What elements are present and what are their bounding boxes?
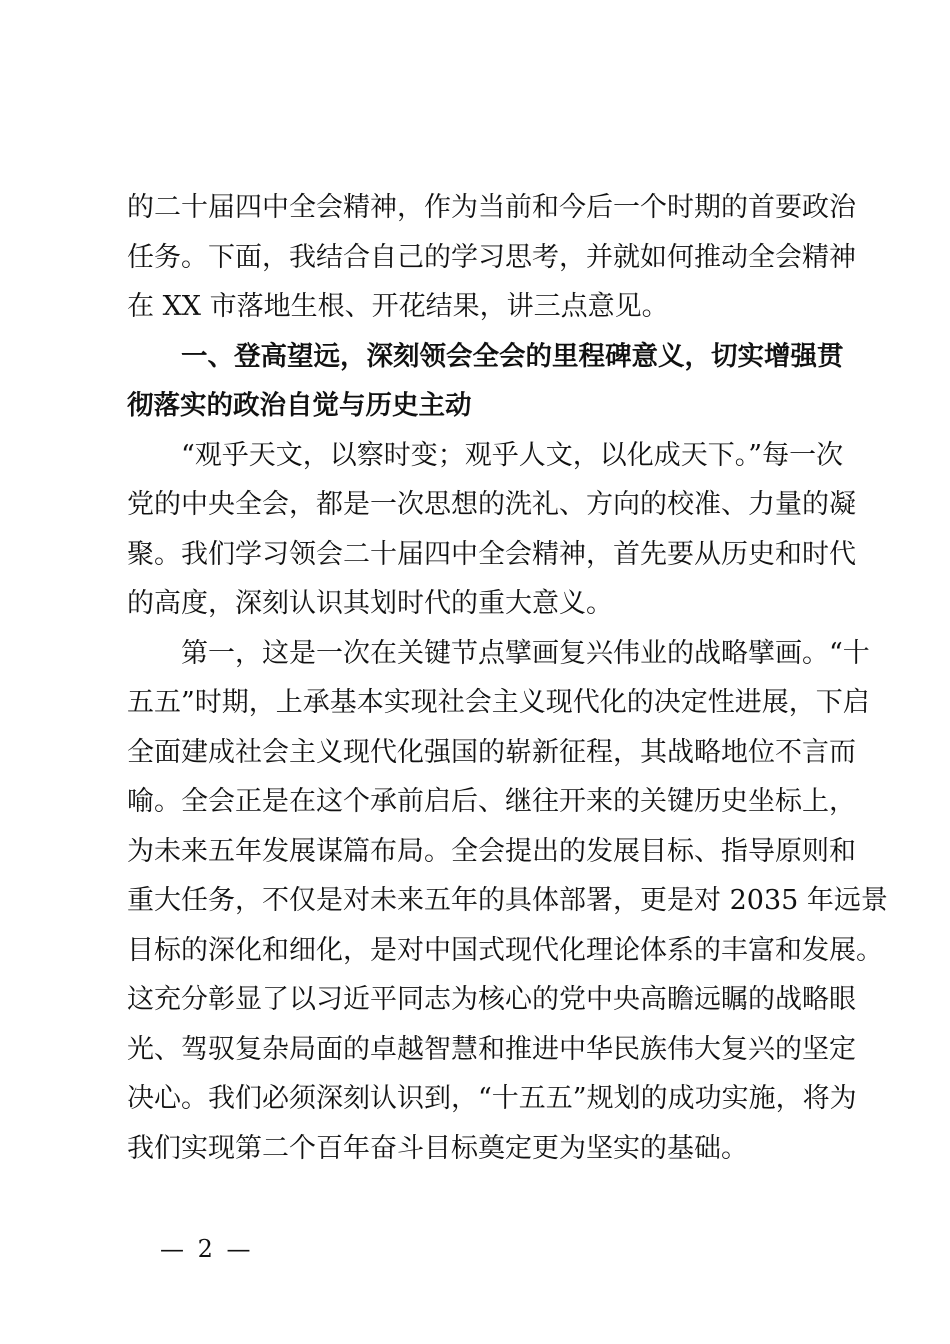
text-line: 喻。全会正是在这个承前启后、继往开来的关键历史坐标上，: [127, 786, 856, 817]
heading-line: 彻落实的政治自觉与历史主动: [127, 390, 472, 421]
document-body: [127, 183, 888, 1173]
paragraph-first-point: [127, 629, 888, 1174]
paragraph-intro: [127, 183, 856, 332]
text-line: 党的中央全会，都是一次思想的洗礼、方向的校准、力量的凝: [127, 489, 856, 520]
text-line: 聚。我们学习领会二十届四中全会精神，首先要从历史和时代: [127, 538, 856, 570]
section-heading-1: [127, 332, 844, 431]
text-line: 五五”时期，上承基本实现社会主义现代化的决定性进展，下启: [127, 687, 870, 718]
text-line: 光、驾驭复杂局面的卓越智慧和推进中华民族伟大复兴的坚定: [127, 1033, 856, 1065]
text-line: 第一，这是一次在关键节点擘画复兴伟业的战略擘画。“十: [181, 637, 870, 669]
text-line: 任务。下面，我结合自己的学习思考，并就如何推动全会精神: [127, 241, 856, 273]
text-line: 这充分彰显了以习近平同志为核心的党中央高瞻远瞩的战略眼: [127, 984, 856, 1015]
heading-line: 一、登高望远，深刻领会全会的里程碑意义，切实增强贯: [181, 340, 844, 372]
text-line: 的二十届四中全会精神，作为当前和今后一个时期的首要政治: [127, 192, 856, 223]
text-line: 的高度，深刻认识其划时代的重大意义。: [127, 588, 613, 619]
text-line: 目标的深化和细化，是对中国式现代化理论体系的丰富和发展。: [127, 934, 883, 966]
text-line: 重大任务，不仅是对未来五年的具体部署，更是对 2035 年远景: [127, 885, 888, 916]
text-line: 全面建成社会主义现代化强国的崭新征程，其战略地位不言而: [127, 736, 856, 768]
paragraph-quote: [127, 431, 856, 629]
text-line: 我们实现第二个百年奋斗目标奠定更为坚实的基础。: [127, 1132, 748, 1164]
text-line: “观乎天文，以察时变；观乎人文，以化成天下。”每一次: [181, 439, 844, 471]
text-line: 在 XX 市落地生根、开花结果，讲三点意见。: [127, 291, 669, 322]
text-line: 为未来五年发展谋篇布局。全会提出的发展目标、指导原则和: [127, 835, 856, 867]
text-line: 决心。我们必须深刻认识到，“十五五”规划的成功实施，将为: [127, 1083, 857, 1114]
page-number: — 2 —: [160, 1235, 254, 1263]
